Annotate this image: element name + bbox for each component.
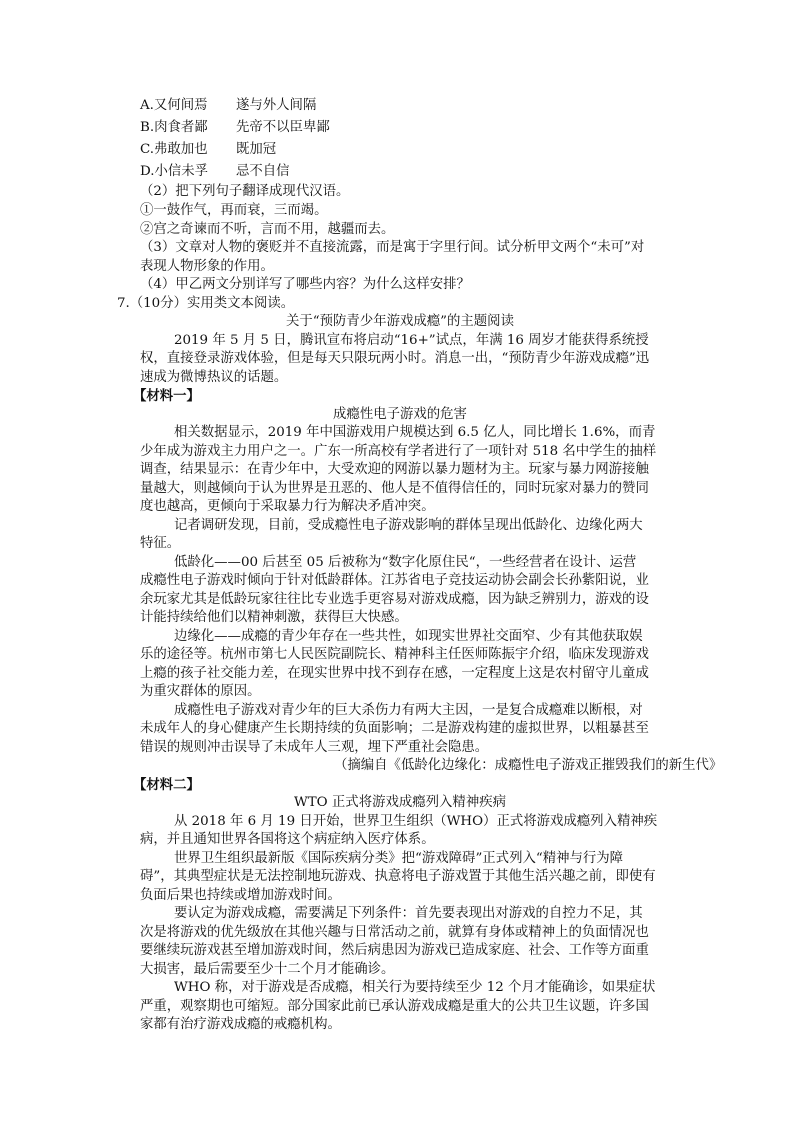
intro-line-3: 速成为微博热议的话题。 [140,370,288,385]
m1-p1-line-4: 量越大，则越倾向于认为世界是丑恶的、他人是不值得信任的，同时玩家对暴力的赞同 [140,481,649,496]
m1-p3-line-2: 成瘾性电子游戏时倾向于针对低龄群体。江苏省电子竞技运动协会副会长孙紫阳说，业 [140,573,649,588]
reading-title: 关于“预防青少年游戏成瘾”的主题阅读 [286,314,514,329]
m1-p2-line-1: 记者调研发现，目前，受成瘾性电子游戏影响的群体呈现出低龄化、边缘化两大 [174,518,643,533]
option-d-label: D.小信未孚 [140,164,209,179]
option-a-phrase: 遂与外人间隔 [236,98,317,113]
intro-line-2: 权，直接登录游戏体验，但是每天只限玩两小时。消息一出，“预防青少年游戏成瘾”迅 [140,351,650,366]
option-c-label: C.弗敢加也 [140,142,208,157]
m1-p1-line-5: 度也越高，更倾向于采取暴力行为解决矛盾冲突。 [140,499,435,514]
option-d [140,162,290,182]
material-2-title: WTO 正式将游戏成瘾列入精神疾病 [293,795,506,810]
material-1-label: 【材料一】 [133,388,200,404]
question-3-line-2: 表现人物形象的作用。 [140,259,274,274]
m1-p4-line-1: 边缘化——成瘾的青少年存在一些共性，如现实世界社交面窄、少有其他获取娱 [174,629,643,644]
question-2-item-2: ②宫之奇谏而不听，言而不用，越疆而去。 [140,222,395,237]
m1-p2-line-2: 特征。 [140,536,181,551]
m1-p5-line-3: 错误的规则冲击误导了未成年人三观，埋下严重社会隐患。 [140,740,489,755]
m1-p5-line-2: 未成年人的身心健康产生长期持续的负面影响；二是游戏构建的虚拟世界，以粗暴甚至 [140,721,649,736]
question-7: 7.（10分）实用类文本阅读。 [117,296,295,311]
m1-p3-line-1: 低龄化——00 后甚至 05 后被称为“数字化原住民“，一些经营者在设计、运营 [174,555,637,570]
m2-p4-line-2: 严重，观察期也可缩短。部分国家此前已承认游戏成瘾是重大的公共卫生议题，许多国 [140,999,649,1014]
option-d-phrase: 忌不自信 [236,164,290,179]
m2-p2-line-3: 负面后果也持续或增加游戏时间。 [140,888,341,903]
m1-p1-line-1: 相关数据显示，2019 年中国游戏用户规模达到 6.5 亿人，同比增长 1.6%，而青 [174,425,656,440]
m2-p4-line-3: 家都有治疗游戏成瘾的戒瘾机构。 [140,1017,341,1032]
m2-p4-line-1: WHO 称，对于游戏是否成瘾，相关行为要持续至少 12 个月才能确诊，如果症状 [174,980,656,995]
intro-line-1: 2019 年 5 月 5 日，腾讯宣布将启动“16+”试点，年满 16 周岁才能获得系统授 [174,333,649,348]
option-a [140,96,316,116]
option-c-phrase: 既加冠 [236,142,277,157]
m1-p1-line-2: 少年成为游戏主力用户之一。广东一所高校有学者进行了一项针对 518 名中学生的抽样 [140,444,657,459]
question-2-item-1: ①一鼓作气，再而衰，三而竭。 [140,203,328,218]
m2-p3-line-3: 要继续玩游戏甚至增加游戏时间，然后病患因为游戏已造成家庭、社会、工作等方面重 [140,943,649,958]
m2-p3-line-2: 次是将游戏的优先级放在其他兴趣与日常活动之前，就算有身体或精神上的负面情况也 [140,925,649,940]
m1-p1-line-3: 调查，结果显示：在青少年中，大受欢迎的网游以暴力题材为主。玩家与暴力网游接触 [140,462,649,477]
question-3-line-1: （3）文章对人物的褒贬并不直接流露，而是寓于字里行间。试分析甲文两个“未可”对 [140,240,645,255]
option-a-label: A.又何间焉 [140,98,208,113]
option-b [140,118,330,138]
m1-p3-line-3: 余玩家尤其是低龄玩家往往比专业选手更容易对游戏成瘾，因为缺乏辨别力，游戏的设 [140,592,649,607]
m1-p4-line-3: 上瘾的孩子社交能力差，在现实世界中找不到存在感，一定程度上这是农村留守儿童成 [140,666,649,681]
m2-p3-line-1: 要认定为游戏成瘾，需要满足下列条件：首先要表现出对游戏的自控力不足，其 [174,906,643,921]
m2-p2-line-1: 世界卫生组织最新版《国际疾病分类》把“游戏障碍”正式列入“精神与行为障 [174,851,624,866]
option-b-label: B.肉食者鄙 [140,120,208,135]
m2-p1-line-2: 病，并且通知世界各国将这个病症纳入医疗体系。 [140,832,435,847]
option-b-phrase: 先帝不以臣卑鄙 [236,120,330,135]
question-2: （2）把下列句子翻译成现代汉语。 [140,184,350,199]
m2-p1-line-1: 从 2018 年 6 月 19 日开始，世界卫生组织（WHO）正式将游戏成瘾列入精神疾 [174,814,658,829]
m1-p4-line-2: 乐的途径等。杭州市第七人民医院副院长、精神科主任医师陈振宇介绍，临床发现游戏 [140,647,649,662]
material-1-title: 成瘾性电子游戏的危害 [333,407,467,422]
m2-p3-line-4: 大损害，最后需要至少十二个月才能确诊。 [140,962,395,977]
material-2-label: 【材料二】 [133,777,200,793]
option-c [140,140,276,160]
question-4: （4）甲乙两文分别详写了哪些内容？为什么这样安排？ [140,277,470,292]
m2-p2-line-2: 碍”，其典型症状是无法控制地玩游戏、执意将电子游戏置于其他生活兴趣之前，即使有 [140,869,656,884]
m1-p5-line-1: 成瘾性电子游戏对青少年的巨大杀伤力有两大主因，一是复合成瘾难以断根，对 [174,703,643,718]
m1-p4-line-4: 为重灾群体的原因。 [140,684,261,699]
material-1-source: （摘编自《低龄化边缘化：成瘾性电子游戏正摧毁我们的新生代》 [334,758,723,773]
m1-p3-line-4: 计能持续给他们以精神刺激，获得巨大快感。 [140,610,408,625]
